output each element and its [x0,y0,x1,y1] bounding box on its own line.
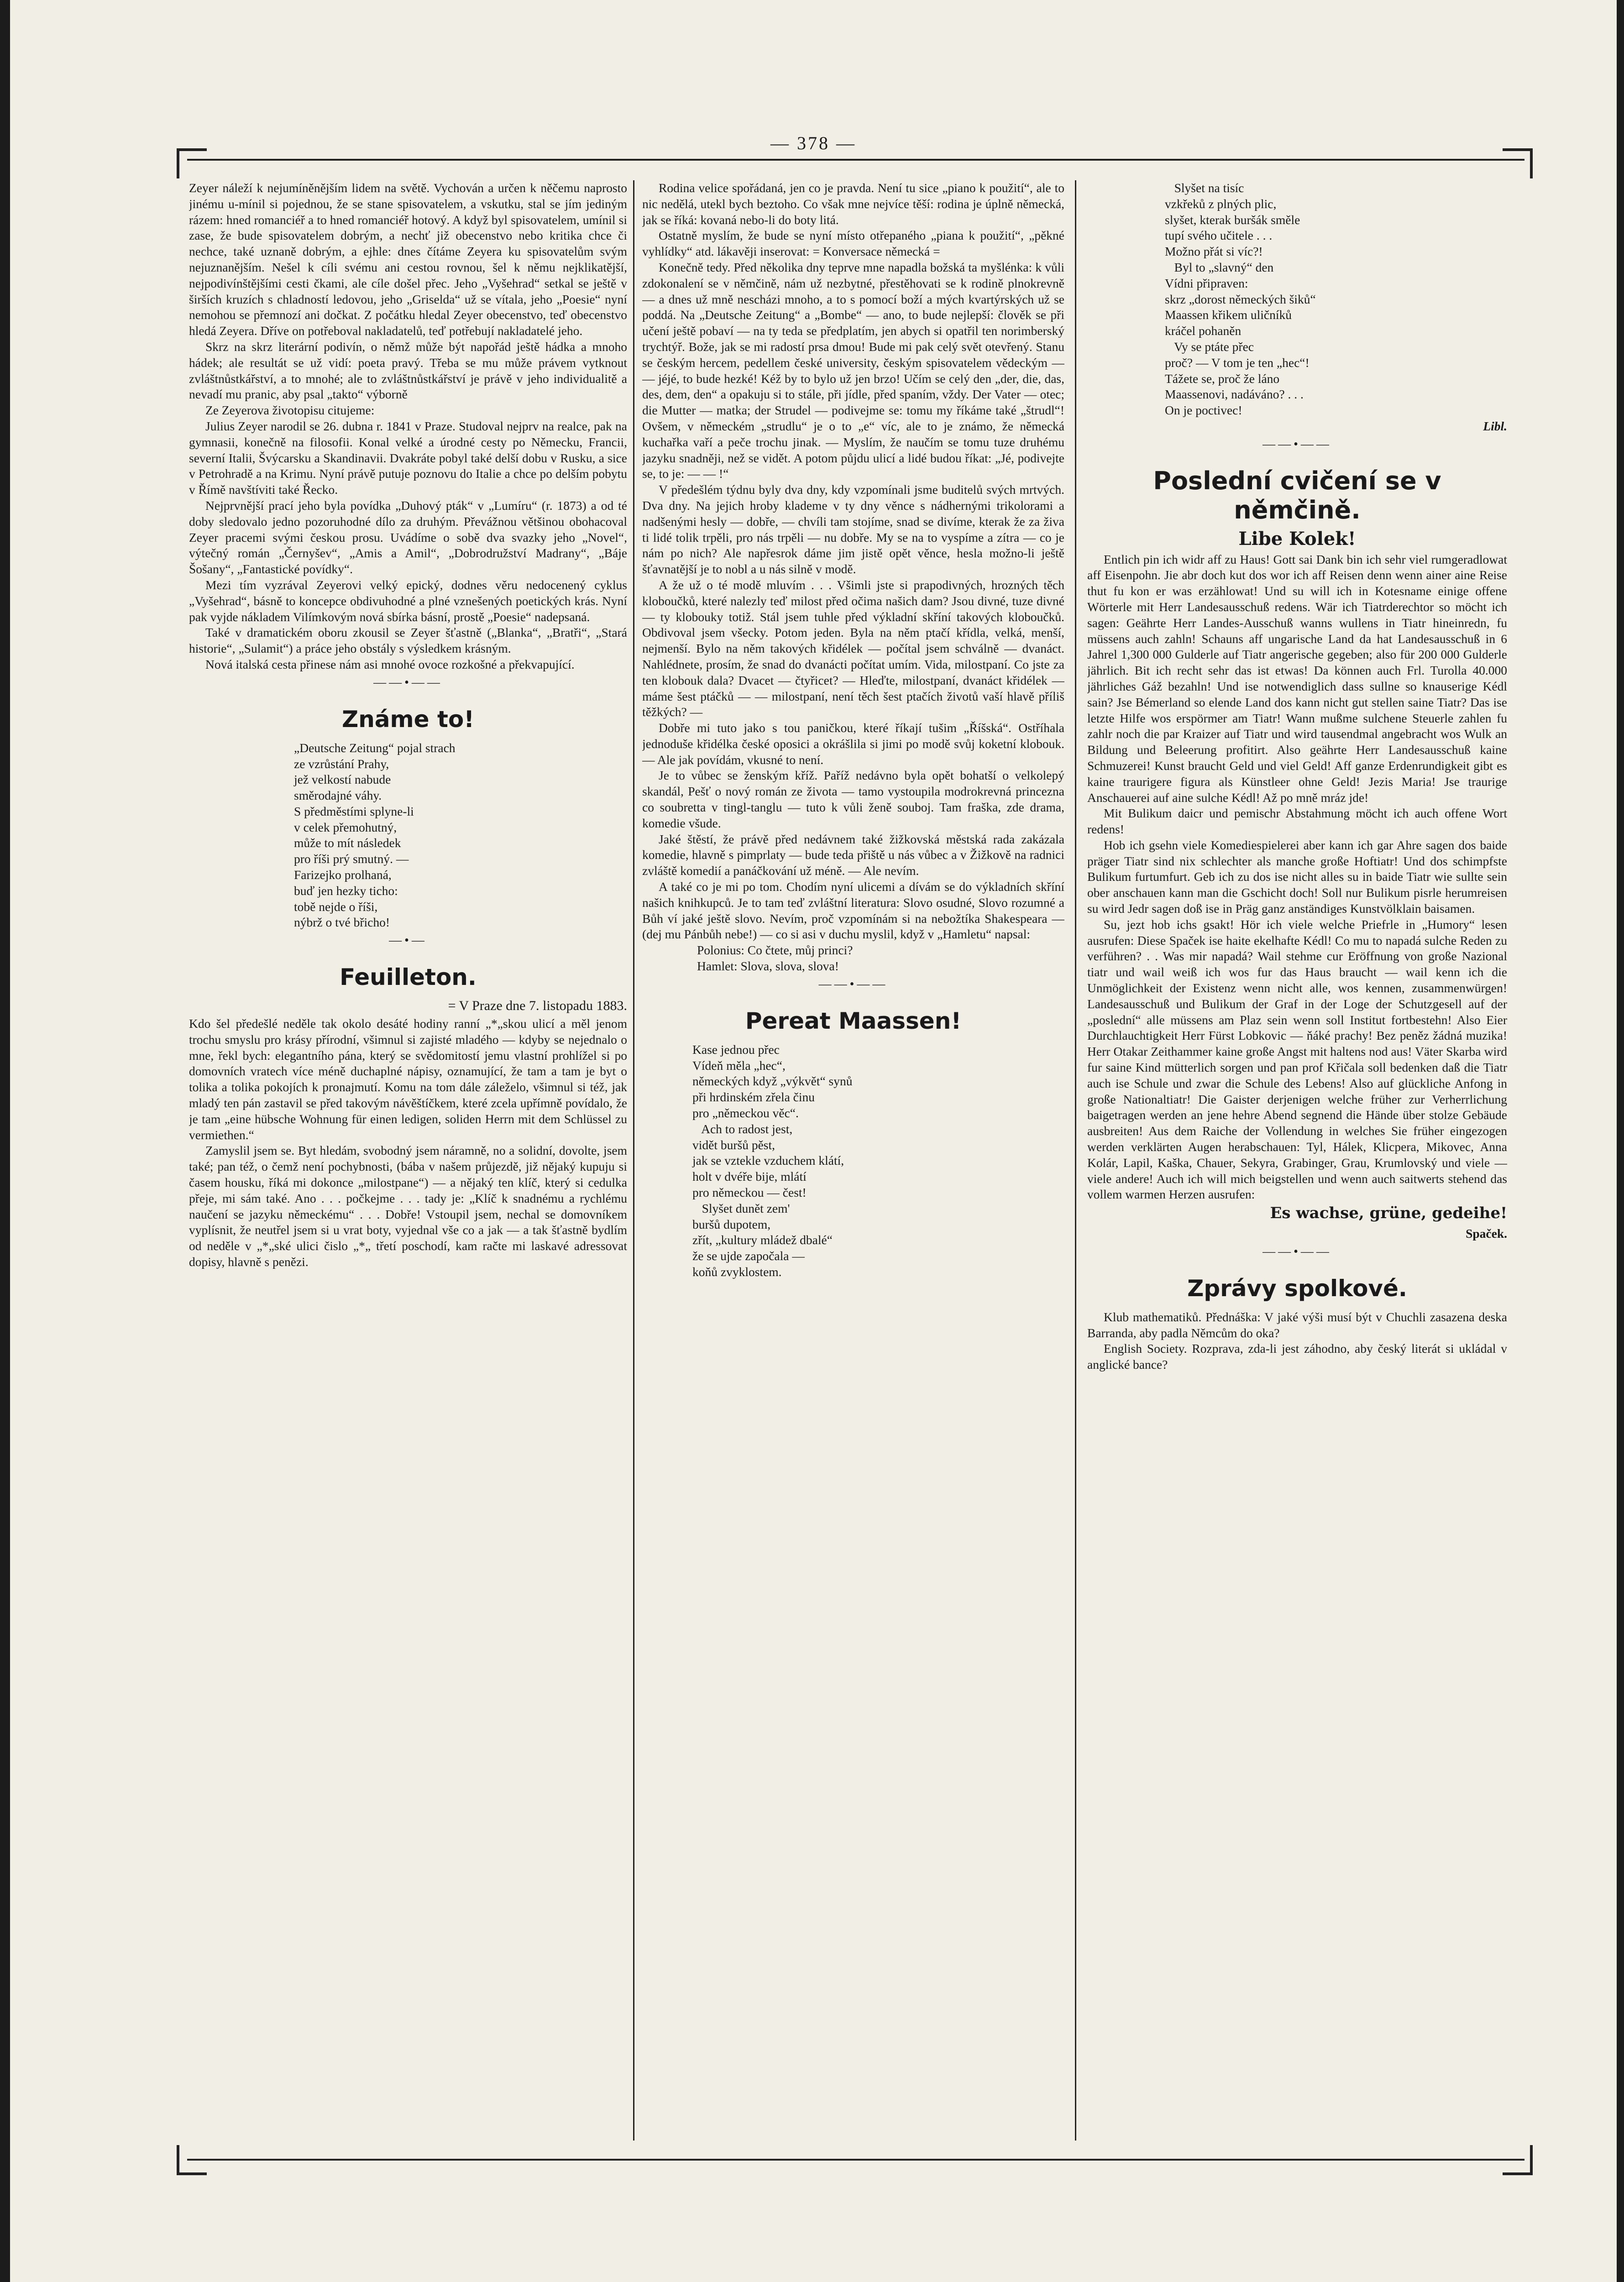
column-right [1087,180,1507,2138]
heading-zname-to: Známe to! [341,706,475,733]
poem-line: Vídeň měla „hec“, [692,1058,786,1073]
poem-line: „Deutsche Zeitung“ pojal strach [294,740,456,755]
article-paragraph: Jaké štěstí, že právě před nedávnem také žižkovská městská rada zakázala komedie, hlavně s pimprlaty — bude teda přiště u nás vůbec a v Žižkově na radnici zvláště komedií a panáčkování už méně. — Ale nevím. [642,832,1064,878]
column-middle [642,180,1064,2138]
poem-line: kráčel pohaněn [1165,324,1242,338]
lesson-salutation: Libe Kolek! [1238,528,1356,550]
heading-zpravy-spolkove: Zprávy spolkové. [1187,1275,1407,1302]
article-paragraph: Su, jezt hob ichs gsakt! Hör ich viele welche Priefrle in „Humory“ lesen ausrufen: Diese Spaček ise haite ekelhafte Kédl! Co mu to napadá sulche Reden zu verführen? . . Was mir napadá? Wail stehme cur Eröffnung von große Nazional tiatr und wail weiß ich wos fur das Haus braucht — wail kenn ich die Unmöglichkeit der Existenz wenn nicht alle, wos kennen, zusammenwürgen! Landesausschuß und Bulikum der Graf in der Loge der Schutzgesell auf der „poslední“ alle müssens am Plaz sein wenn soll Institut fortbestehn! Also Eier Durchlauchtigkeit Herr Fürst Lobkovic — ňáké prachy! Bez peněz žádná muzika! Herr Otakar Zeithammer kaine große Angst mit haltens nod aus! Väter Skarba wird fur saine Kind mütterlich sorgen und pan prof Křičala soll bedenken daß die Tiatr auch ise Schule und zwar die Schule des Lebens! Also auf glückliche Anfong in große Nationaltiatr! Die Gaister derjenigen welche früher zur Verherrlichung baigetragen werden an jene hehre Abend segnend die Hände über stolze Gebäude ausbreiten! Aus dem Raiche der Vollendung in welches Sie früher eingezogen werden verklärten Augen herabschauen: Tyl, Hálek, Klicpera, Mikovec, Anna Kolár, Lapil, Kaška, Chauer, Sekyra, Grabinger, Grau, Krumlovský und viele — viele andere! Auch ich will mich beigstellen und wenn auch saitwerts stehend das vollem warmen Herzen ausrufen: [1087,917,1507,1202]
quote-line: Polonius: Co čtete, můj princi? [697,943,853,958]
column-rule [633,180,634,2141]
frame-corner-ornament [1503,2145,1533,2175]
poem-line: proč? — V tom je ten „hec“! [1165,355,1310,370]
article-paragraph: Zamyslil jsem se. Byt hledám, svobodný jsem náramně, no a solidní, dovolte, jsem také; pan též, o čemž není pochybnosti, (bába v našem průjezdě, již nějaký kupuju si časem housku, říká mi dokonce „milostpane“) — a nějaký ten klíč, který si cedulka přeje, mi sám také. Ano . . . počkejme . . . tady je: „Klíč k snadnému a rychlému naučení se jazyku německému“ . . . Dobře! Vstoupil jsem, nechal se domovníkem vyplísnit, že neutřel jsem si u vrat boty, vyjednal vše co a jak — a tak šťastně bydlím od neděle v „*„ské ulici čislo „*„ třetí poschodí, kam račte mi laskavé adressovat dopisy, hlavně s penězi. [189,1143,627,1269]
poem-pereat-continued [1087,180,1507,419]
article-paragraph: Hob ich gsehn viele Komediespielerei aber kann ich gar Ahre sagen dos baide präger Tiatr sind nix schlechter als manche große Hoftiatr! Und dos schimpfste Bulikum furtumfurt. Geb ich zu dos ise nicht alles su in baide Tiatr wie sullte sein ober anschauen kann man die Gschicht doch! Soll nur Bulikum pisrle herumreisen su wird Jedr sagen doß ise in Präg ganz anständiges Kunstvölklain baisamen. [1087,837,1507,916]
poem-line: jež velkostí nabude [294,772,391,787]
poem-line: tobě nejde o říši, [294,899,378,914]
page-number: — 378 — [770,133,856,153]
lesson-signature: Spaček. [1466,1226,1507,1241]
poem-line: Vídni připraven: [1165,276,1248,290]
column-rule [1075,180,1076,2141]
poem-line: nýbrž o tvé břicho! [294,915,390,930]
poem-line: holt v dvéře bije, mlátí [692,1169,807,1184]
poem-zname-to [189,740,627,931]
poem-line: Byl to „slavný“ den [1165,260,1274,274]
poem-line: buršů dupotem, [692,1217,771,1231]
quote-line: Hamlet: Slova, slova, slova! [697,959,839,974]
article-paragraph: Kdo šel předešlé neděle tak okolo desáté hodiny ranní „*„skou ulicí a měl jenom trochu smyslu pro krásy přírodní, všimnul si zajisté mladého — kdyby se nejednalo o mne, řekl bych: elegantního pána, který se svědomitostí jemu vlastní prohlížel si po domovních vratech více méně duchaplné nápisy, oznamující, že tam a tam je byt o tolika a tolika pokojích k pronajmutí. Komu na tom dále záleželo, všimnul si též, jak mladý ten pán zastavil se před takovým návěštíčkem, které zcela upřímně povídalo, že je tam „eine hübsche Wohnung für einen ledigen, soliden Herrn mit dem Schlüssel zu vermiethen.“ [189,1016,627,1142]
poem-line: může to mít následek [294,836,401,850]
article-paragraph: Entlich pin ich widr aff zu Haus! Gott sai Dank bin ich sehr viel rumgeradlowat aff Eisenpohn. Jie abr doch kut dos wor ich aff Reisen denn wenn ainer aine Reise thut fu kon er was erzählowat! Und su will ich in Kotesname einige offene Wörterle mit Herr Landesausschuß redens. Wär ich Tiatrderechtor so möcht ich sagen: Geährte Herr Landes-Ausschuß wanns wullens in Tiatr hineinredn, fu müssens auch zahln! Schauns aff ungarische Land da hat Landesausschuß in 6 Jahrel 1,300 000 Gulderle auf Tiatr angerische gegeben; also für 200 000 Gulderle jährlich. Bit ich recht sehr das ist etwas! Da können auch Frl. Turolla 40.000 jährliches Gáž bezahln! Und ise notwendiglich dass sullne so knauserige Kédl sain? Jse Bémerland so elende Land dos kann nicht gut stellen saine Tiatr? Das ise letzte Hilfe wos erspörmer am Tiatr! Wann mußme sulchene Steuerle zahlen fu zahlr noch die par Kraizer auf Tiatr und wird tausendmal angebracht wos Wulk an Bildung und Beleerung profitirt. Also geährte Herr Landesausschuß kaine Schmuzerei! Kunst braucht Geld und viel Geld! Aff ganze Erdenrundigkeit gibt es kaine traurigere figura als Künstleer ohne Geld! Jezis Maria! Jse traurige Anschauerei auf aine sulche Kédl! Až po mně mráz jde! [1087,552,1507,805]
section-divider: ——•—— [818,977,888,991]
poem-line: pro německou — čest! [692,1185,807,1200]
article-paragraph: Mit Bulikum daicr und pemischr Abstahmung möcht ich auch offene Wort redens! [1087,806,1507,837]
article-paragraph: Mezi tím vyzrával Zeyerovi velký epický, dodnes věru nedocenený cyklus „Vyšehrad“, básně to koncepce obdivuhodné a plné vznešených poetických krás. Nyní pak vyjde nákladem Vilímkovým nová sbírka básní, prostě „Poesie“ nadepsaná. [189,577,627,624]
section-divider: —•— [389,933,427,948]
poem-line: Ach to radost jest, [692,1121,793,1136]
heading-pereat-maassen: Pereat Maassen! [745,1007,962,1034]
poem-line: vidět buršů pěst, [692,1137,775,1152]
poem-line: jak se vztekle vzduchem klátí, [692,1153,844,1168]
poem-line: Slyšet dunět zem' [692,1201,790,1215]
poem-line: Možno přát si víc?! [1165,244,1263,259]
article-paragraph: Také v dramatickém oboru zkousil se Zeyer šťastně („Blanka“, „Bratři“, „Stará historie“, „Sulamit“) a práce jeho obstály s výsledkem krásným. [189,625,627,656]
poem-line: Slyšet na tisíc [1165,181,1244,195]
poem-line: tupí svého učitele . . . [1165,228,1273,243]
poem-line: v celek přemohutný, [294,820,397,834]
section-divider: ——•—— [1263,1244,1332,1259]
article-paragraph: Dobře mi tuto jako s tou paničkou, které říkají tušim „Říšská“. Ostříhala jednoduše křidélka české oposici a okrášlila si jimi po modě svůj koketní klobouk. — Ale jak povídám, vkusné to není. [642,721,1064,767]
column-left [189,180,627,2138]
poem-line: skrz „dorost německých šiků“ [1165,292,1316,306]
article-paragraph: Zeyer náleží k nejumíněnějším lidem na světě. Vychován a určen k něčemu naprosto jinému u-mínil si pojednou, že se stane spisovatelem, a vskutku, stal se jím jediným rázem: hned romanciéř a to hned romanciéř hotový. A když byl spisovatelem, umínil si zase, že bude spisovatelem dobrým, a nechť již obecenstvo nebo kritika chce či nechce, také uznaně dobrým, a ejhle: dnes čítáme Zeyera ku spisovatelům svým nejuznanějším. Nešel k cíli svému ani cestou rovnou, šel k němu nejklikatější, nejpodivínštějšími cesti čkami, ale cíle došel přec. Jeho „Vyšehrad“ setkal se ještě v širších kruzích s chladností ledovou, jeho „Griselda“ už se vítala, jeho „Poesie“ nyní nemohou se přemnozí ani dočkat. Z počátku hledal Zeyer obecenstvo, teď obecenstvo hledá Zeyera. Dříve on potřeboval nakladatelů, teď potřebují nakladatelé jeho. [189,181,627,338]
poem-line: při hrdinském zřela činu [692,1090,815,1104]
frame-corner-ornament [1503,148,1533,178]
article-paragraph: Ostatně myslím, že bude se nyní místo otřepaného „piana k použití“, „pěkné vyhlídky“ atd. lákavěji inserovat: = Konversace německá = [642,228,1064,259]
poem-line: zřít, „kultury mládež dbalé“ [692,1233,833,1247]
poem-line: německých když „výkvět“ synů [692,1074,853,1089]
heading-posledni-cviceni: Poslední cvičení se v němčině. [1153,466,1441,524]
article-paragraph: Nejprvnější prací jeho byla povídka „Duhový pták“ v „Lumíru“ (r. 1873) a od té doby sledovalo jedno pozoruhodné dílo za druhým. Převážnou většinou obohacoval Zeyer pracemi svými českou prosu. Uvádíme o sobě dva svazky jeho „Novel“, výtečný román „Černyšev“, „Amis a Amil“, „Dobrodružství Madrany“, „Báje Šošany“, „Fantastické povídky“. [189,498,627,576]
poem-line: slyšet, kterak buršák směle [1165,212,1300,227]
club-news-item: Klub mathematiků. Přednáška: V jaké výši musí být v Chuchli zasazena deska Barranda, aby padla Němcům do oka? [1087,1309,1507,1340]
poem-line: buď jen hezky ticho: [294,883,398,898]
newspaper-page [10,0,1617,2282]
club-news-item: English Society. Rozprava, zda-li jest záhodno, aby český literát si ukládal v anglické bance? [1087,1341,1507,1372]
frame-corner-ornament [177,148,207,178]
poem-line: Vy se ptáte přec [1165,339,1254,354]
article-paragraph: Nová italská cesta přinese nám asi mnohé ovoce rozkošné a překvapující. [205,657,575,671]
poem-line: pro říši prý smutný. — [294,852,409,866]
frame-corner-ornament [177,2145,207,2175]
poem-line: Kase jednou přec [692,1042,780,1057]
poem-line: Tážete se, proč že láno [1165,371,1280,386]
poem-line: Farizejko prolhaná, [294,868,392,882]
article-paragraph: Julius Zeyer narodil se 26. dubna r. 1841 v Praze. Studoval nejprv na realce, pak na gymnasii, konečně na filosofii. Konal velké a úrodné cesty po Německu, Francii, severní Italii, Švýcarsku a Skandinavii. Dvakráte pobyl také delší dobu v Rusku, a sice v Petrohradě a na Krimu. Nyní právě putuje poznovu do Italie a chce po delším pobytu v Římě navštíviti také Řecko. [189,419,627,497]
poem-line: Maassen křikem uličníků [1165,308,1292,322]
article-paragraph: Konečně tedy. Před několika dny teprve mne napadla božská ta myšlénka: k vůli zdokonalení se v němčině, nám už nezbytné, přestěhovati se k rodině plnokrevně — a dnes už mně nescházi mnoho, a to s pomocí boží a mých kvartýrských už se poddá. Na „Deutsche Zeitung“ a „Bombe“ — ano, to bude nejlepší: člověk se při učení ještě pobaví — na ty teda se předplatím, jen abych si opatřil ten norimberský trychtýř. Bože, jak se mi radostí prsa dmou! Bude mi pak celý svět otevřený. Stanu se českým hercem, pedellem české university, českým spisovatelem vědeckým — — jéjé, to bude hezké! Kéž by to bylo už jen brzo! Učím se celý den „der, die, das, des, dem, den“ a opakuju si to stále, při jídle, před spaním, vždy. Der Vater — otec; die Mutter — matka; der Strudel — podivejme se: tomu my říkáme také „štrudl“! Ovšem, v německém „strudlu“ je o to „e“ víc, ale to je známo, že německá kuchařka vaří a peče trochu jinak. — Myslím, že naučím se tomu tuze druhému jazyku snadněji, než se vidět. A potom půjdu ulicí a lidé budou říkat: „Jé, podivejte se, to je: — — !“ [642,260,1064,481]
poem-line: S předměstími splyne-li [294,804,414,818]
poem-line: On je poctivec! [1165,403,1242,418]
article-paragraph: Rodina velice spořádaná, jen co je pravda. Není tu sice „piano k použití“, ale to nic nedělá, utekl bych beztoho. Co však mne nejvíce těší: rodina je úplně německá, jak se říká: kovaná nebo-li do boty litá. [642,181,1064,227]
article-paragraph: Ze Zeyerova životopisu citujeme: [205,403,375,418]
hamlet-quote [642,942,1064,974]
section-divider: ——•—— [1263,437,1332,451]
poem-signature: Libl. [1483,419,1507,433]
article-paragraph: A že už o té modě mluvím . . . Všimli jste si prapodivných, hrozných těch kloboučků, které nalezly teď milost před očima našich dam? Jsou divné, tuze divné — ty klobouky totiž. Stál jsem tuhle před výkladní skříní takových kloboučků. Obdivoval jsem všecky. Potom jeden. Byla na něm ptačí křídla, velká, menší, nejmenší. Bylo na něm takových křidélek — počítal jsem schválně — dvanáct. Nahlédnete, prosím, že snad do dvanácti počítat umím. Vida, milostpaní. Co jste za ten klobouk dala? Dvacet — čtyřicet? — Hleďte, milostpaní, dvanáct křidélek — máme šest ptáčků — — milostpaní, není těch šest ptačích životů vaší hlavě příliš těžkých? — [642,577,1064,719]
poem-line: směrodajné váhy. [294,788,382,803]
section-divider: ——•—— [373,675,443,690]
lesson-motto: Es wachse, grüne, gedeihe! [1270,1204,1507,1223]
article-paragraph: V předešlém týdnu byly dva dny, kdy vzpomínali jsme buditelů svých mrtvých. Dva dny. Na jejich hroby klademe v ty dny věnce s nádhernými trikolorami a nadšenými hesly — dobře, — chvíli tam stojíme, snad se divíme, kterak že za živa ti lidé tolik trpěli, pro nás trpěli — nu dobře. My se na to vyspíme a zítra — co je nám po nich? Ale napřesrok dáme jim jistě opět věnce, hesla možno-li ještě šťavnatější je to nobl a u nás silně v modě. [642,482,1064,576]
feuilleton-dateline: = V Praze dne 7. listopadu 1883. [448,998,627,1014]
article-paragraph: A také co je mi po tom. Chodím nyní ulicemi a dívám se do výkladních skříní našich knihkupců. Je to tam teď zvláštní literatura: Slovo osudné, Slovo rozumné a Bůh ví jaké ještě slovo. Nevím, proč vzpomínám si na nebožtíka Shakespeara — (dej mu Pánbůh nebe!) — co si asi v duchu myslil, když v „Hamletu“ napsal: [642,879,1064,942]
poem-line: pro „německou věc“. [692,1106,799,1120]
heading-feuilleton: Feuilleton. [340,964,477,991]
poem-line: Maassenovi, nadáváno? . . . [1165,387,1304,402]
poem-pereat-maassen [642,1042,1064,1280]
article-paragraph: Skrz na skrz literární podivín, o němž může být napořád ještě hádka a mnoho hádek; ale resultát se už vidí: poeta pravý. Třeba se mu může právem vytknout zvláštnůstkářství, a to mnohé; ale to zvláštnůstkářství je právě v jeho individualitě a nevadí mu pranic, aby psal „takto“ výborně [189,339,627,402]
article-paragraph: Je to vůbec se ženským kříž. Paříž nedávno byla opět bohatší o velkolepý skandál, Pešť o nový román ze života — tamo vystoupila modrokrevná princezna co soubretta v tingl-tanglu — tuto k vůli ženě souboj. Tam fraška, zde drama, komedie všude. [642,768,1064,830]
poem-line: že se ujde započala — [692,1249,805,1263]
poem-line: vzkřeků z plných plic, [1165,196,1277,211]
poem-line: koňů zvyklostem. [692,1265,782,1279]
poem-line: ze vzrůstání Prahy, [294,756,389,771]
